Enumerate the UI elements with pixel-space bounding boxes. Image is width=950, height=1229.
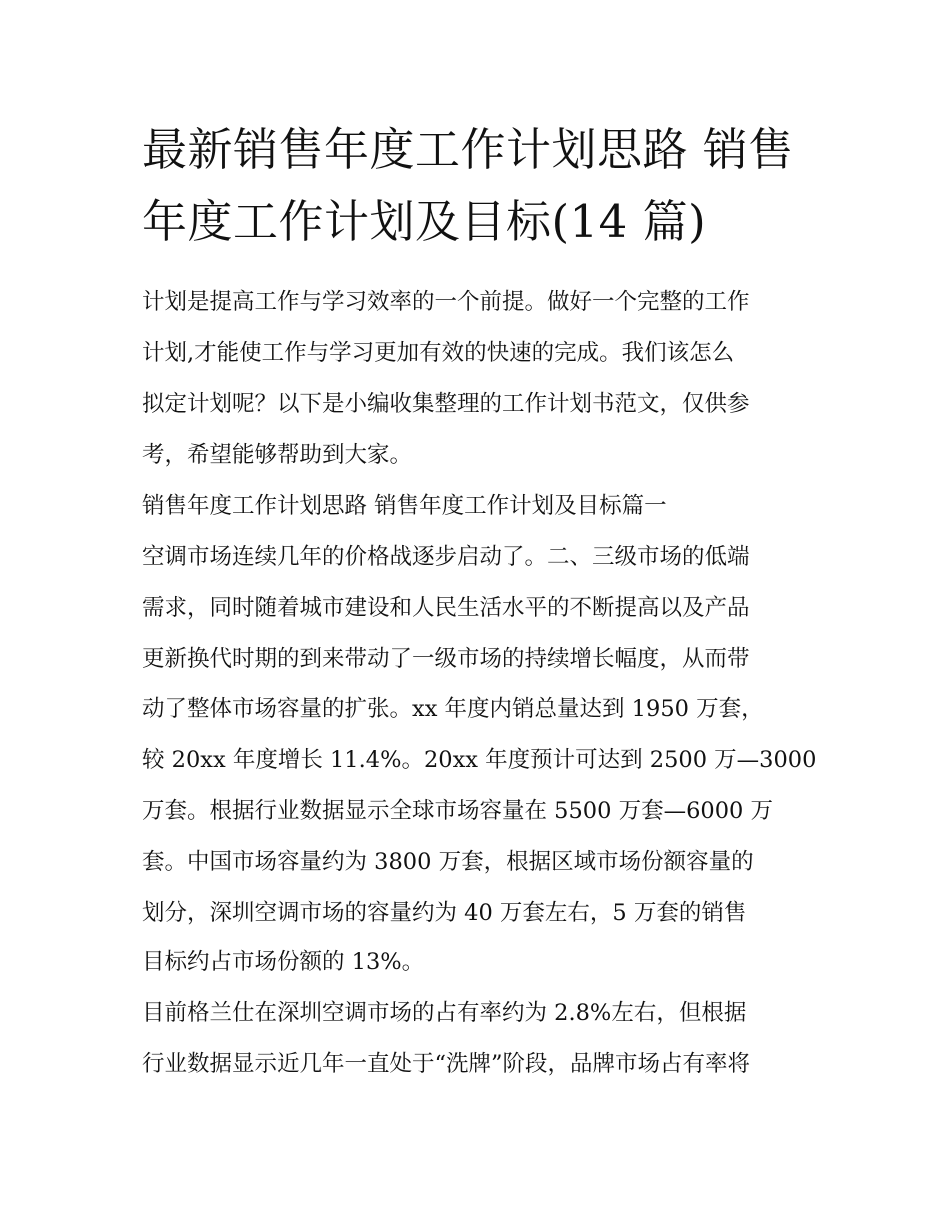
- intro-line-2: 计划,才能使工作与学习更加有效的快速的完成。我们该怎么: [142, 340, 735, 366]
- intro-line-3: 拟定计划呢？以下是小编收集整理的工作计划书范文，仅供参: [142, 391, 750, 417]
- paragraph1-line-9: 目标约占市场份额的 13%。: [142, 949, 425, 975]
- paragraph2-line-1: 目前格兰仕在深圳空调市场的占有率约为 2.8%左右，但根据: [142, 1000, 747, 1026]
- paragraph2-line-2: 行业数据显示近几年一直处于“洗牌”阶段，品牌市场占有率将: [142, 1051, 751, 1077]
- paragraph1-line-4: 动了整体市场容量的扩张。xx 年度内销总量达到 1950 万套，: [142, 696, 764, 722]
- paragraph1-line-2: 需求，同时随着城市建设和人民生活水平的不断提高以及产品: [142, 595, 750, 621]
- paragraph1-line-3: 更新换代时期的到来带动了一级市场的持续增长幅度，从而带: [142, 646, 750, 672]
- paragraph1-line-6: 万套。根据行业数据显示全球市场容量在 5500 万套—6000 万: [142, 798, 773, 824]
- paragraph1-line-8: 划分，深圳空调市场的容量约为 40 万套左右，5 万套的销售: [142, 900, 747, 926]
- intro-line-1: 计划是提高工作与学习效率的一个前提。做好一个完整的工作: [142, 289, 750, 315]
- intro-line-4: 考，希望能够帮助到大家。: [142, 442, 413, 468]
- paragraph1-line-7: 套。中国市场容量约为 3800 万套，根据区域市场份额容量的: [142, 849, 754, 875]
- paragraph1-line-5: 较 20xx 年度增长 11.4%。20xx 年度预计可达到 2500 万—3000: [142, 747, 817, 773]
- document-title: 最新销售年度工作计划思路 销售年度工作计划及目标(14 篇): [142, 123, 794, 248]
- paragraph1-line-1: 空调市场连续几年的价格战逐步启动了。二、三级市场的低端: [142, 544, 750, 570]
- section-heading: 销售年度工作计划思路 销售年度工作计划及目标篇一: [142, 493, 667, 519]
